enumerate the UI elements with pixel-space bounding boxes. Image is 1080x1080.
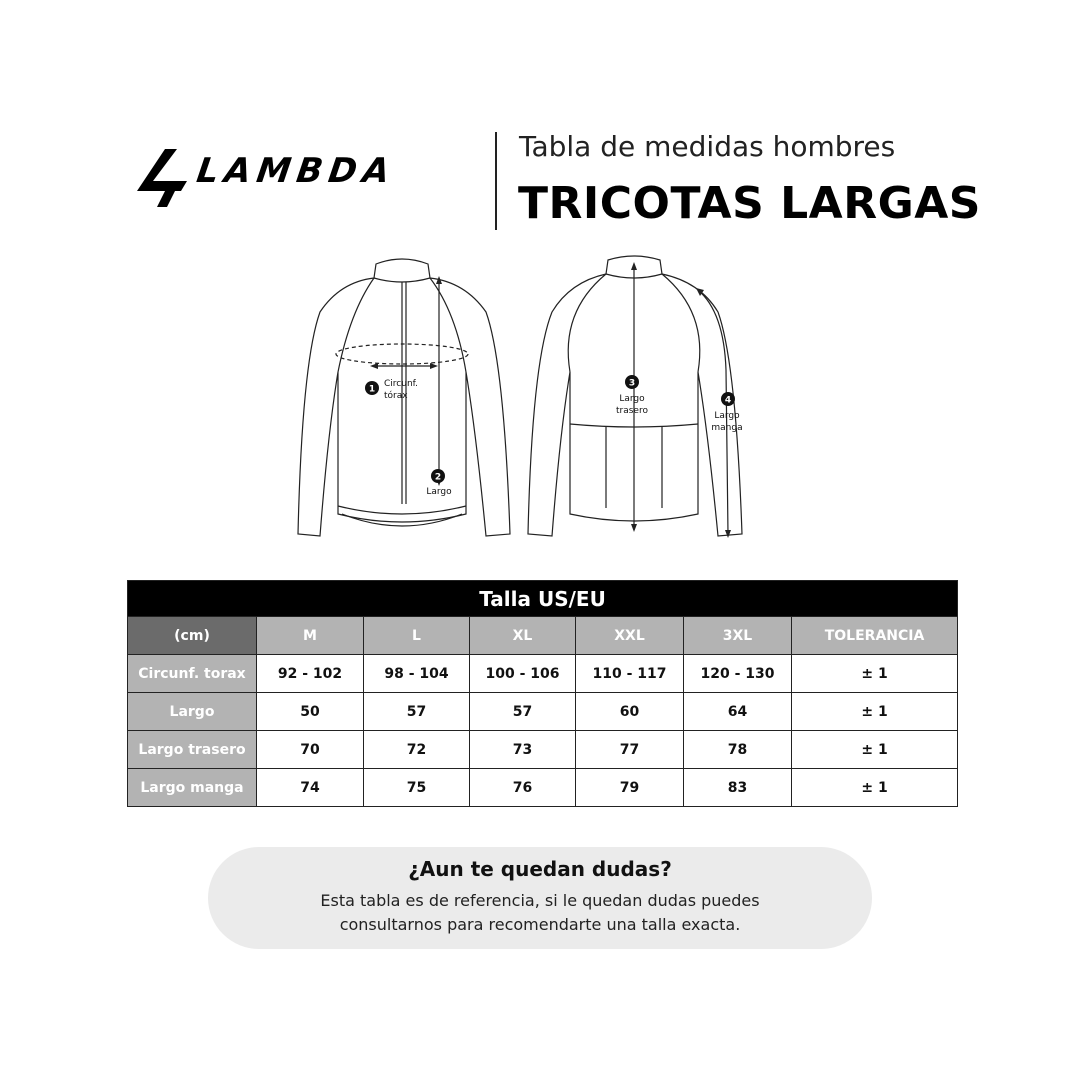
table-cell: 120 - 130	[684, 655, 792, 693]
col-header-xl: XL	[470, 617, 576, 655]
marker-3-label: Largo	[619, 394, 645, 404]
four-logo-icon	[135, 143, 205, 213]
table-cell: 77	[576, 731, 684, 769]
col-header-l: L	[364, 617, 470, 655]
table-cell: 76	[470, 769, 576, 807]
table-header-row	[128, 617, 958, 655]
table-cell: 70	[257, 731, 364, 769]
col-header-3xl: 3XL	[684, 617, 792, 655]
table-row	[128, 731, 958, 769]
marker-2-label: Largo	[426, 487, 452, 497]
page-subtitle: Tabla de medidas hombres	[519, 130, 896, 163]
table-cell: 83	[684, 769, 792, 807]
table-caption: Talla US/EU	[128, 581, 958, 617]
table-cell: 60	[576, 693, 684, 731]
table-cell: 72	[364, 731, 470, 769]
table-cell: 100 - 106	[470, 655, 576, 693]
col-header-xxl: XXL	[576, 617, 684, 655]
table-cell: ± 1	[792, 769, 958, 807]
table-cell: 57	[364, 693, 470, 731]
table-row	[128, 693, 958, 731]
row-label: Largo trasero	[128, 731, 257, 769]
table-cell: 73	[470, 731, 576, 769]
help-note-line-2: consultarnos para recomendarte una talla exacta.	[339, 915, 741, 934]
table-cell: 50	[257, 693, 364, 731]
table-cell: 78	[684, 731, 792, 769]
table-cell: 64	[684, 693, 792, 731]
help-note	[208, 847, 872, 949]
header-divider	[495, 132, 497, 230]
jersey-illustration	[290, 252, 770, 544]
brand-logo	[135, 143, 445, 213]
row-label: Largo	[128, 693, 257, 731]
table-cell: 75	[364, 769, 470, 807]
marker-3-label-2: trasero	[616, 406, 648, 416]
col-header-m: M	[257, 617, 364, 655]
table-row	[128, 769, 958, 807]
table-cell: ± 1	[792, 693, 958, 731]
page-title: TRICOTAS LARGAS	[518, 178, 981, 229]
help-note-body	[208, 889, 872, 937]
marker-1-label-2: tórax	[384, 391, 408, 401]
marker-4-num: 4	[724, 395, 732, 406]
table-cell: 79	[576, 769, 684, 807]
help-note-title: ¿Aun te quedan dudas?	[408, 857, 672, 881]
table-row	[128, 655, 958, 693]
jersey-diagram	[290, 252, 770, 544]
marker-1-num: 1	[368, 384, 376, 395]
col-header-tolerancia: TOLERANCIA	[792, 617, 958, 655]
row-label: Largo manga	[128, 769, 257, 807]
marker-1-label: Circunf.	[384, 379, 419, 389]
marker-4-label-2: manga	[711, 423, 743, 433]
marker-2-num: 2	[434, 472, 442, 483]
table-cell: 92 - 102	[257, 655, 364, 693]
table-cell: 110 - 117	[576, 655, 684, 693]
table-cell: 57	[470, 693, 576, 731]
table-cell: ± 1	[792, 731, 958, 769]
brand-name: LAMBDA	[194, 151, 399, 191]
table-cell: ± 1	[792, 655, 958, 693]
unit-header: (cm)	[128, 617, 257, 655]
size-table	[127, 580, 958, 807]
table-cell: 74	[257, 769, 364, 807]
marker-4-label: Largo	[714, 411, 740, 421]
marker-3-num: 3	[628, 378, 636, 389]
help-note-line-1: Esta tabla es de referencia, si le quedan dudas puedes	[320, 891, 760, 910]
table-cell: 98 - 104	[364, 655, 470, 693]
row-label: Circunf. torax	[128, 655, 257, 693]
